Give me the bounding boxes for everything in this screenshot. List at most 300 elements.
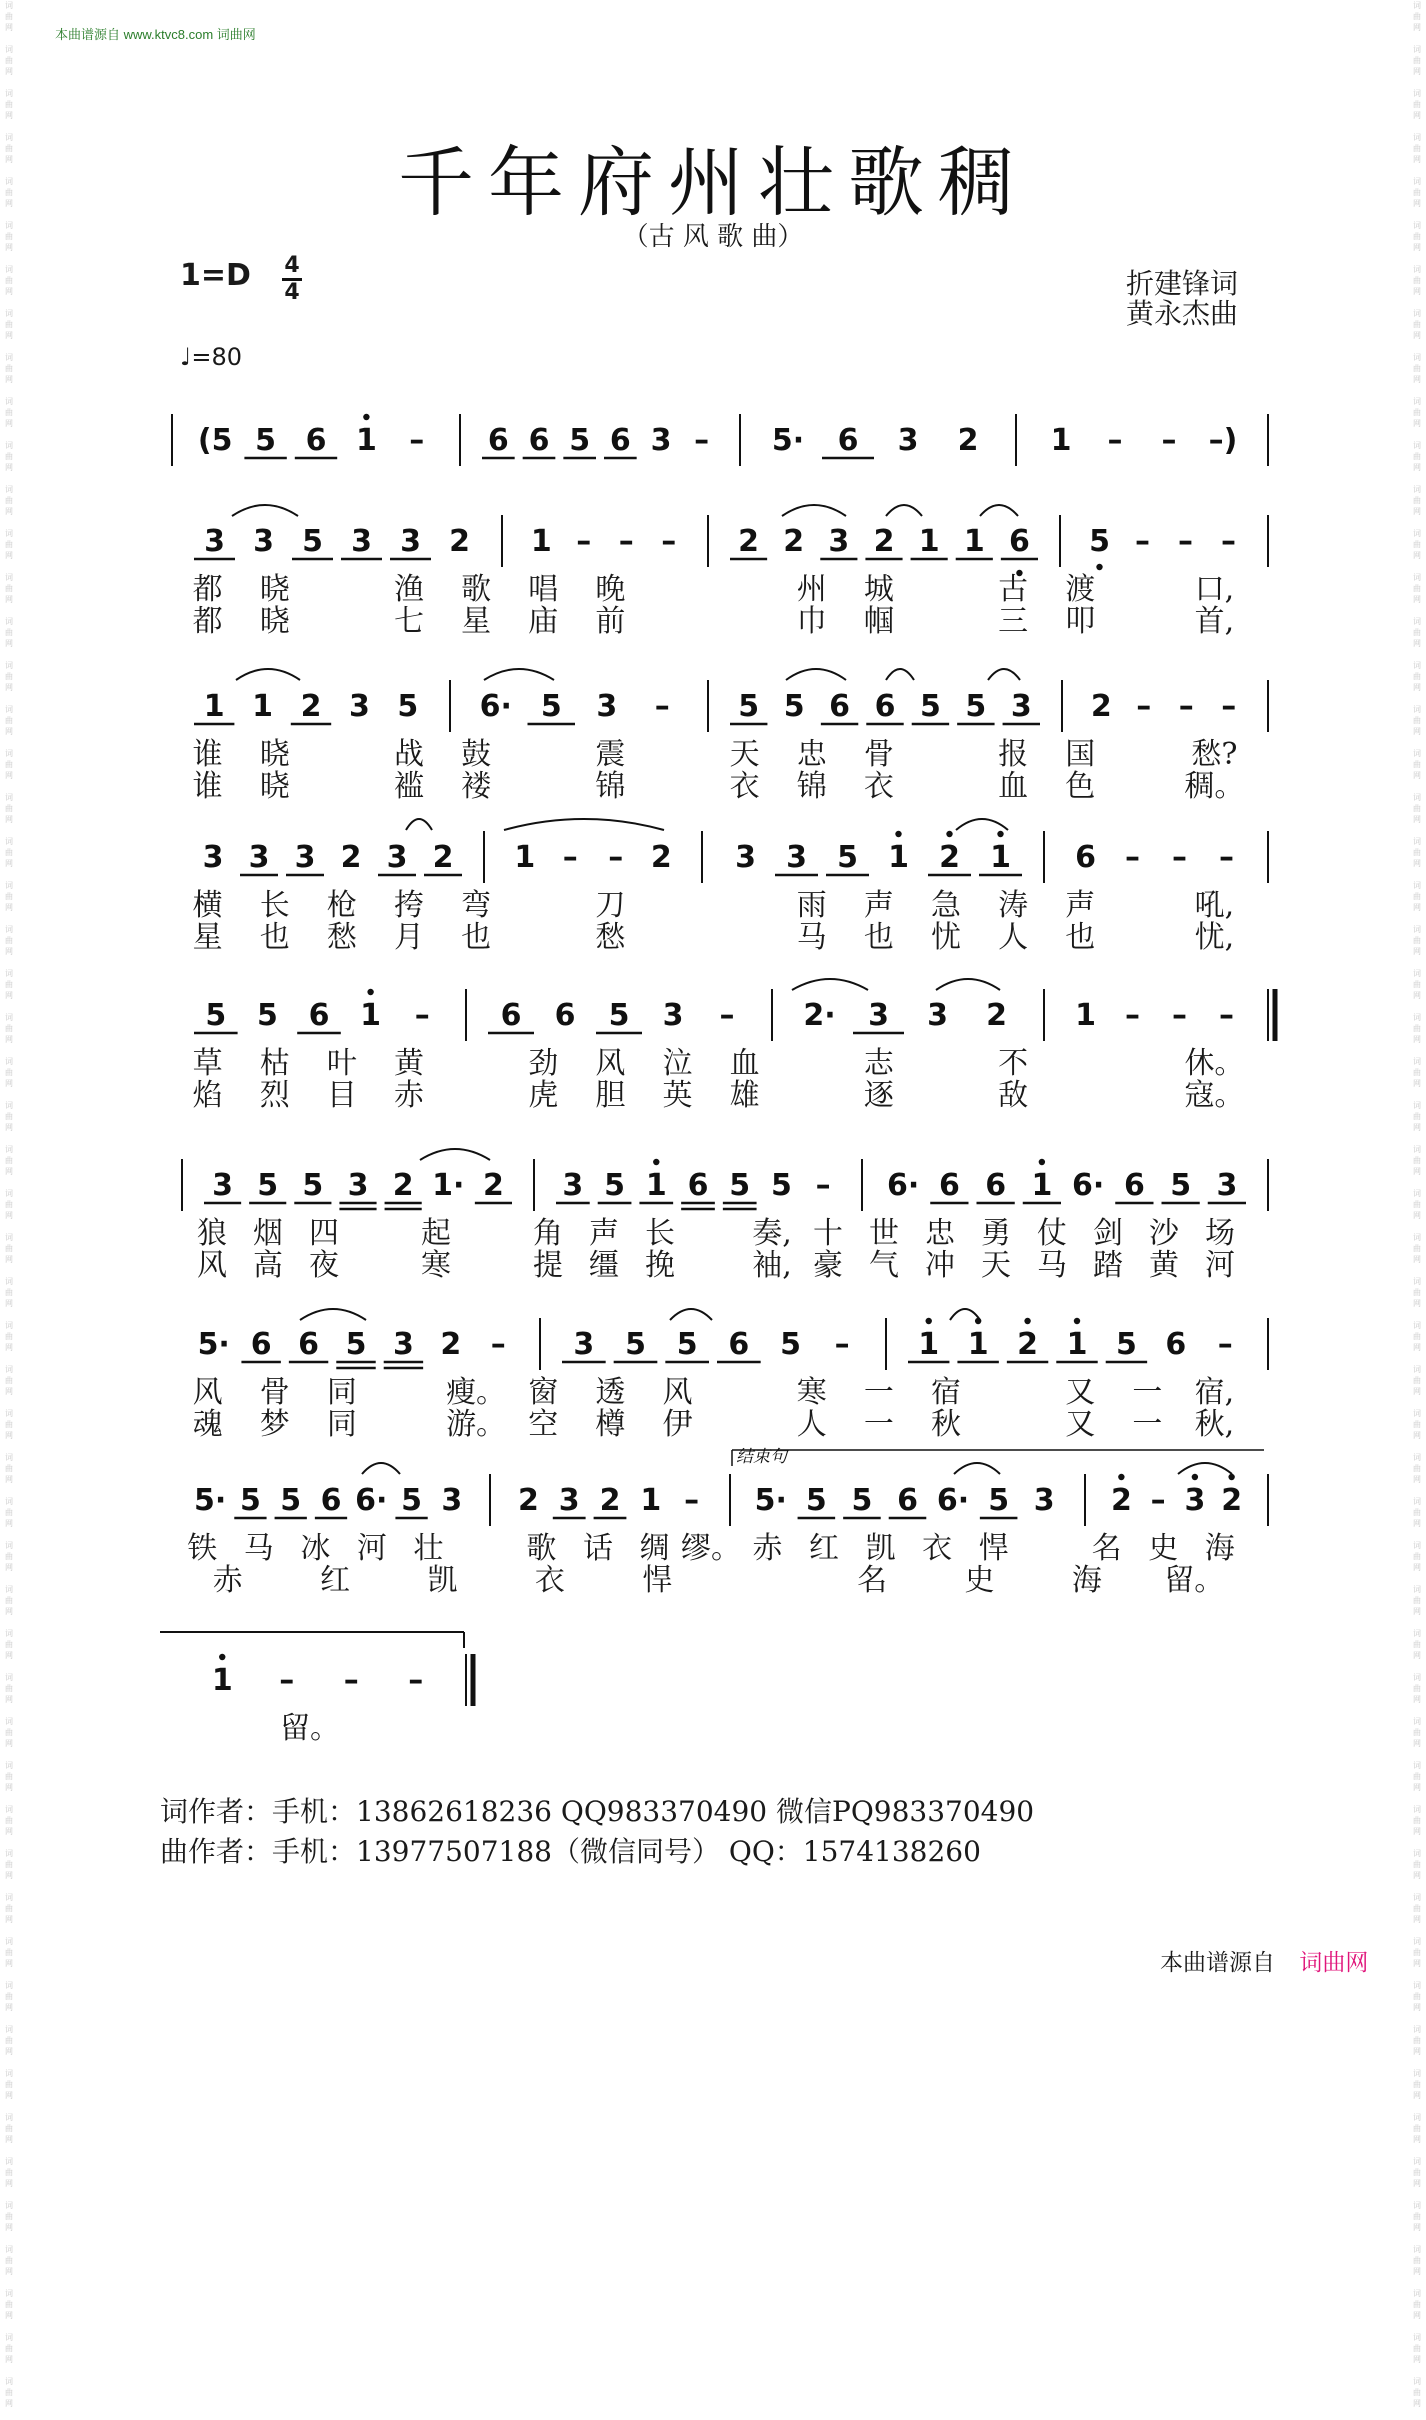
lyric-char: 晚 [595,572,626,607]
note: 3 [351,524,372,559]
lyric-char: 都 [192,572,223,607]
note: 3 [253,524,274,559]
lyric-char: 枪 [326,888,357,923]
note: 6 [874,689,896,724]
note: – [576,524,592,559]
lyric-char: 四 [309,1216,339,1251]
lyric-char: 长 [645,1216,675,1251]
lyric-char: 提 [533,1248,563,1283]
lyric-char: 声 [863,888,894,923]
note: 5 [302,524,323,559]
subtitle: （古 风 歌 曲） [622,222,804,252]
lyric-char: 志 [863,1046,894,1081]
ending-label: 结束句 [736,1447,787,1467]
lyric-char: 声 [589,1216,619,1251]
note: 6· [355,1483,388,1518]
note: 3 [441,1483,463,1518]
note: 5 [608,998,630,1033]
note: 5 [256,998,278,1033]
lyric-char: 秋, [1194,1407,1235,1442]
lyric-char: 叩 [1065,604,1096,639]
lyric-char: 也 [259,920,290,955]
slur [886,669,914,680]
slur [484,669,554,680]
note: 6 [938,1168,960,1203]
note: 5 [780,1327,801,1362]
quarter-note-icon: ♩ [180,343,192,371]
note: 6 [305,423,327,458]
note: 6 [687,1168,709,1203]
lyric-char: 也 [1065,920,1096,955]
lyric-char: 目 [326,1078,357,1113]
key-label: 1=D [180,258,251,293]
high-octave-dot [1118,1474,1124,1480]
note: 2 [599,1483,621,1518]
lyric-char: 奏, [752,1216,792,1251]
note: 6 [320,1483,342,1518]
lyric-char: 三 [998,604,1029,639]
lyric-char: 城 [863,572,894,607]
lyric-char: 草 [192,1046,223,1081]
lyric-char: 剑 [1093,1216,1123,1251]
composer-credit: 黄永杰曲 [1126,297,1239,330]
note: 1 [1075,998,1096,1033]
lyric-char: 十 [813,1216,843,1251]
lyric-char: 忠 [925,1216,955,1251]
lyric-char: 一 [1132,1407,1163,1442]
lyric-char: 透 [595,1375,626,1410]
lyric-char: 渡 [1065,572,1096,607]
slur [980,505,1018,516]
lyric-char: 锦 [595,769,626,804]
footer-source-label: 本曲谱源自 [1160,1949,1275,1975]
low-octave-dot [1096,564,1102,570]
lyric-char: 史 [1148,1531,1179,1566]
note: 3 [868,998,889,1033]
lyric-char: 古 [998,572,1029,607]
note: 6· [886,1168,920,1203]
lyric-char: 寇。 [1184,1078,1245,1113]
lyric-char: 仗 [1037,1216,1067,1251]
note: 3 [1010,689,1032,724]
note: 3 [347,1168,369,1203]
lyric-char: 场 [1205,1216,1235,1251]
lyric-char: 晓 [259,572,290,607]
lyric-char: 叶 [326,1046,357,1081]
note: 2 [482,1168,504,1203]
note: – [815,1168,831,1203]
note: 6 [298,1327,320,1362]
note: 3 [348,689,370,724]
lyric-char: 世 [869,1216,899,1251]
lyric-char: 气 [869,1248,899,1283]
note: 3 [248,840,270,875]
lyric-char: 赤 [212,1563,243,1598]
note: – [694,423,710,458]
lyric-char: 战 [393,737,424,772]
note: 5 [257,1168,279,1203]
lyric-char: 忧, [1194,920,1235,955]
note: 5 [805,1483,827,1518]
note: 3 [294,840,316,875]
lyric-char: 歌 [526,1531,557,1566]
note: 5 [205,998,227,1033]
lyric-char: 报 [998,737,1029,772]
lyric-char: 游。 [446,1407,507,1442]
high-octave-dot [895,831,901,837]
lyric-char: 衣 [922,1531,953,1566]
note: (5 [197,423,233,458]
lyric-char: 雄 [729,1078,760,1113]
lyric-char: 伊 [662,1407,693,1442]
lyric-char: 晓 [259,737,290,772]
slur [786,669,846,680]
lyric-char: 海 [1204,1531,1235,1566]
slur [300,1309,366,1320]
lyric-char: 休。 [1184,1046,1245,1081]
note: 1 [1066,1327,1088,1362]
note: 5 [239,1483,261,1518]
lyric-char: 胆 [595,1078,626,1113]
lyric-char: 赤 [752,1531,783,1566]
note: – [654,689,670,724]
note: 6 [837,423,859,458]
lyric-char: 泣 [662,1046,693,1081]
note: 5 [1170,1168,1192,1203]
note: – [1217,1327,1233,1362]
high-octave-dot [1024,1318,1030,1324]
slur [670,1309,712,1320]
high-octave-dot [1074,1318,1080,1324]
note: – [490,1327,506,1362]
note: 6 [1075,840,1096,875]
lyric-char: 史 [964,1563,995,1598]
note: – [1172,840,1187,875]
lyric-char: 骨 [259,1375,290,1410]
slur [956,819,1008,830]
lyric-char: 忧 [930,920,961,955]
lyric-char: 渔 [393,572,424,607]
lyric-char: 星 [461,604,492,639]
note: –) [1208,423,1238,458]
lyric-char: 不 [998,1046,1029,1081]
lyric-char: 震 [595,737,626,772]
note: – [1125,840,1140,875]
note: 5 [540,689,562,724]
page-title: 千年府州壮歌稠 [398,138,1028,227]
note: – [1161,423,1177,458]
lyric-char: 都 [192,604,223,639]
lyric-char: 马 [796,920,827,955]
note: 5 [837,840,858,875]
lyric-char: 忠 [796,737,827,772]
composer-contact: 曲作者：手机：13977507188（微信同号） QQ：1574138260 [160,1835,981,1868]
time-numerator: 4 [284,253,300,278]
lyric-char: 窗 [528,1375,559,1410]
left-watermark-strip: 词 曲 网 词 曲 网 词 曲 网 词 曲 网 词 曲 网 词 曲 网 词 曲 网 词 曲 网 词 曲 网 词 曲 网 词 曲 网 词 曲 网 词 曲 网 词 曲 网 词 曲 网 词 曲 网 词 曲 网 词 曲 网 词 曲 网 词 曲 网 词 曲 网 词 曲 网 词 曲 网 词 曲 网 词 曲 网 词 曲 网 词 曲 网 词 曲 网 词 曲 网 词 曲 网 词 曲 网 词 曲 网 词 曲 网 词 曲 网 词 曲 网 词 曲 网 词 曲 网 词 曲 网 词 曲 网 词 曲 网 词 曲 网 词 曲 网 词 曲 网 词 曲 网 词 曲 网 词 曲 网 词 曲 网 词 曲 网 词 曲 网 词 曲 网 词 曲 网 词 曲 网 词 曲 网 词 曲 网 词 曲 网 [5,1,13,2408]
note: 5 [280,1483,302,1518]
lyric-char: 梦 [259,1407,290,1442]
note: – [562,840,578,875]
lyric-char: 天 [729,737,760,772]
note: 3 [400,524,421,559]
note: 1 [645,1168,667,1203]
slur [236,669,300,680]
note: 1 [918,1327,940,1362]
note: 1 [203,689,225,724]
lyric-char: 名 [1091,1531,1122,1566]
note: 5 [401,1483,423,1518]
lyric-char: 骨 [863,737,894,772]
note: 5· [771,423,805,458]
lyric-char: 赤 [393,1078,424,1113]
lyric-char: 谁 [192,769,223,804]
note: 1 [963,524,985,559]
lyric-char: 宿, [1194,1375,1235,1410]
lyric-char: 挎 [393,888,424,923]
lyric-char: 帼 [863,604,894,639]
high-octave-dot [363,414,369,420]
high-octave-dot [1228,1474,1234,1480]
note: 1 [1031,1168,1053,1203]
note: – [1172,998,1187,1033]
note: 1 [990,840,1011,875]
lyric-char: 歌 [461,572,492,607]
tempo-value: =80 [191,343,242,371]
lyric-char: 角 [533,1216,563,1251]
slur [420,1149,490,1160]
lyric-char: 人 [796,1407,827,1442]
lyric-char: 枯 [259,1046,290,1081]
note: – [1219,998,1234,1033]
note: 2 [1221,1483,1243,1518]
note: – [408,1663,424,1698]
lyric-char: 英 [662,1078,693,1113]
lyric-char: 寒 [421,1248,451,1283]
lyric-char: 秋 [930,1407,961,1442]
lyric-char: 谁 [192,737,223,772]
note: 1 [888,840,909,875]
lyric-char: 庙 [528,604,559,639]
lyric-char: 悍 [978,1531,1009,1566]
note: 6 [487,423,509,458]
lyric-char: 寒 [796,1375,827,1410]
note: 6 [250,1327,272,1362]
right-watermark-strip: 词 曲 网 词 曲 网 词 曲 网 词 曲 网 词 曲 网 词 曲 网 词 曲 网 词 曲 网 词 曲 网 词 曲 网 词 曲 网 词 曲 网 词 曲 网 词 曲 网 词 曲 网 词 曲 网 词 曲 网 词 曲 网 词 曲 网 词 曲 网 词 曲 网 词 曲 网 词 曲 网 词 曲 网 词 曲 网 词 曲 网 词 曲 网 词 曲 网 词 曲 网 词 曲 网 词 曲 网 词 曲 网 词 曲 网 词 曲 网 词 曲 网 词 曲 网 词 曲 网 词 曲 网 词 曲 网 词 曲 网 词 曲 网 词 曲 网 词 曲 网 词 曲 网 词 曲 网 词 曲 网 词 曲 网 词 曲 网 词 曲 网 词 曲 网 词 曲 网 词 曲 网 词 曲 网 词 曲 网 词 曲 网 [1413,1,1421,2408]
note: – [719,998,735,1033]
note: 6· [479,689,512,724]
note: 1· [432,1168,465,1203]
slur [954,1463,1000,1474]
lyric-char: 踏 [1093,1248,1123,1283]
note: 5· [754,1483,787,1518]
note: 2 [392,1168,414,1203]
note: – [343,1663,359,1698]
note: 6 [829,689,851,724]
lyric-char: 冲 [925,1248,955,1283]
lyricist-contact: 词作者：手机：13862618236 QQ983370490 微信PQ983370490 [160,1795,1035,1828]
note: 5 [851,1483,873,1518]
lyric-char: 挽 [645,1248,675,1283]
lyric-char: 铁 [187,1531,218,1566]
note: 2 [650,840,672,875]
note: 1 [355,423,377,458]
lyric-char: 狼 [197,1216,227,1251]
lyric-char: 雨 [796,888,827,923]
lyric-char: 宿 [930,1375,961,1410]
note: 2 [783,524,805,559]
note: 2 [986,998,1007,1033]
note: – [1150,1483,1166,1518]
note: 5 [965,689,987,724]
lyric-char: 又 [1065,1375,1096,1410]
note: – [279,1663,295,1698]
lyric-char: 海 [1071,1563,1102,1598]
lyric-char: 凯 [865,1531,896,1566]
high-octave-dot [1039,1159,1045,1165]
slur [782,505,846,516]
source-link-top[interactable]: 本曲谱源自 www.ktvc8.com 词曲网 [55,27,256,42]
lyric-char: 涛 [998,888,1029,923]
note: 6 [500,998,522,1033]
note: – [834,1327,850,1362]
note: 3 [786,840,807,875]
lyric-char: 首, [1194,604,1235,639]
note: 2 [1110,1483,1132,1518]
lyric-char: 稠。 [1184,769,1245,804]
slur [886,505,922,516]
lyric-char: 空 [528,1407,559,1442]
note: 6 [985,1168,1007,1203]
note: 5· [194,1483,227,1518]
note: – [409,423,425,458]
note: – [414,998,430,1033]
lyric-char: 口, [1194,572,1235,607]
note: 5 [569,423,591,458]
footer-site-link[interactable]: 词曲网 [1299,1949,1369,1975]
note: 2 [873,524,895,559]
note: 6 [728,1327,750,1362]
note: 3 [562,1168,584,1203]
slur [792,979,868,990]
lyric-char: 焰 [192,1078,223,1113]
note: 6 [1165,1327,1187,1362]
note: – [1221,689,1237,724]
note: 3 [897,423,919,458]
note: 1 [967,1327,989,1362]
note: – [1178,689,1194,724]
lyric-char: 一 [1132,1375,1163,1410]
note: – [608,840,624,875]
lyric-char: 敌 [998,1078,1029,1113]
note: – [1136,689,1152,724]
lyric-char: 褴 [393,769,424,804]
lyric-char: 又 [1065,1407,1096,1442]
lyric-char: 也 [461,920,492,955]
lyric-char: 夜 [309,1248,339,1283]
lyric-char: 悍 [642,1563,673,1598]
note: 2 [432,840,454,875]
lyric-char: 同 [326,1375,357,1410]
lyric-char: 瘦。 [446,1375,507,1410]
lyric-char: 留。 [1164,1563,1225,1598]
high-octave-dot [997,831,1003,837]
lyric-char: 唱 [528,572,559,607]
note: 1 [211,1663,233,1698]
note: 3 [1033,1483,1055,1518]
lyric-char: 愁 [326,920,357,955]
note: 3 [596,689,618,724]
lyric-char: 虎 [528,1078,559,1113]
note: 2 [1090,689,1112,724]
note: 5 [738,689,760,724]
lyric-char: 晓 [259,769,290,804]
lyric-char: 沙 [1149,1216,1179,1251]
note: 5 [919,689,941,724]
lyric-char: 河 [356,1531,387,1566]
note: 3 [927,998,948,1033]
lyric-char: 巾 [796,604,827,639]
slur [936,979,1000,990]
note: – [1135,524,1150,559]
lyric-char: 血 [998,769,1029,804]
lyric-char: 星 [192,920,223,955]
slur [1178,1463,1232,1474]
high-octave-dot [653,1159,659,1165]
lyric-char: 马 [1037,1248,1067,1283]
note: 6 [609,423,631,458]
lyric-char: 风 [662,1375,693,1410]
lyric-char: 晓 [259,604,290,639]
slur [362,1463,400,1474]
note: 5 [255,423,277,458]
lyric-char: 黄 [393,1046,424,1081]
note: 6 [897,1483,918,1518]
high-octave-dot [1192,1474,1198,1480]
lyric-char: 州 [796,572,827,607]
note: – [661,524,677,559]
lyric-char: 天 [981,1248,1011,1283]
slur [988,669,1020,680]
note: 2 [440,1327,462,1362]
lyric-char: 缰 [589,1248,619,1283]
high-octave-dot [367,989,373,995]
lyric-char: 急 [930,888,961,923]
lyric-char: 前 [595,604,626,639]
note: 5 [1089,524,1110,559]
lyric-char: 一 [863,1407,894,1442]
lyric-char: 烈 [259,1078,290,1113]
note: 5 [729,1168,751,1203]
note: 6 [554,998,576,1033]
lyric-char: 勇 [981,1216,1011,1251]
slur [950,1309,980,1320]
note: 3 [212,1168,234,1203]
note: 3 [1184,1483,1206,1518]
note: 5 [397,689,419,724]
note: 5· [197,1327,230,1362]
lyric-char: 愁? [1191,737,1238,772]
lyric-char: 横 [192,888,223,923]
lyric-char: 留。 [280,1711,340,1746]
lyric-char: 同 [326,1407,357,1442]
lyric-char: 壮 [413,1531,444,1566]
lyric-char: 一 [863,1375,894,1410]
note: 3 [386,840,408,875]
note: 6 [528,423,550,458]
high-octave-dot [926,1318,932,1324]
slur [406,819,432,830]
